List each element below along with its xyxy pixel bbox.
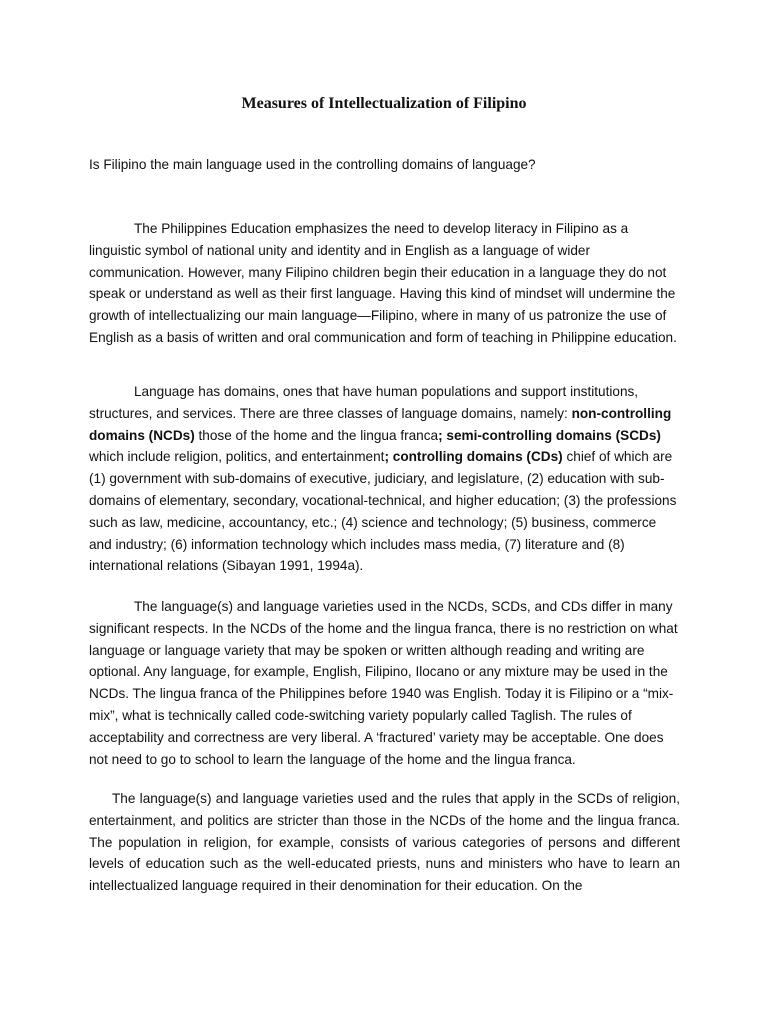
term-non-controlling-domains: non-controlling domains (NCDs): [89, 405, 672, 443]
term-controlling-domains: ; controlling domains (CDs): [384, 449, 563, 465]
paragraph-3: [89, 596, 680, 770]
document-title: Measures of Intellectualization of Filipino: [241, 95, 527, 112]
paragraph-2-text-2: those of the home and the lingua franca: [194, 427, 439, 443]
paragraph-2-text-3: which include religion, politics, and entertainment: [89, 449, 385, 465]
paragraph-1: [89, 218, 680, 349]
paragraph-3-text: The language(s) and language varieties used in the NCDs, SCDs, and CDs differ in many significant respects. In the NCDs of the home and the lingua franca, there is no restriction on what language or language variety that may be spoken or written although reading and writing are optional. Any language, for example, English, Filipino, Ilocano or any mixture may be used in the NCDs. The lingua franca of the Philippines before 1940 was English. Today it is Filipino or a “mix-mix”, what is technically called code-switching variety popularly called Taglish. The rules of acceptability and correctness are very liberal. A ‘fractured’ variety may be acceptable. One does not need to go to school to learn the language of the home and the lingua franca.: [89, 599, 678, 767]
paragraph-1-text: The Philippines Education emphasizes the need to develop literacy in Filipino as a linguistic symbol of national unity and identity and in English as a language of wider communication. However, many Filipino children begin their education in a language they do not speak or understand as well as their first language. Having this kind of mindset will undermine the growth of intellectualizing our main language—Filipino, where in many of us patronize the use of English as a basis of written and oral communication and form of teaching in Philippine education.: [89, 221, 677, 345]
paragraph-2-text-4: chief of which are (1) government with sub-domains of executive, judiciary, and legislature, (2) education with sub-domains of elementary, secondary, vocational-technical, and higher education; (3) the professions such as law, medicine, accountancy, etc.; (4) science and technology; (5) business, commerce and industry; (6) information technology which includes mass media, (7) literature and (8) international relations (Sibayan 1991, 1994a).: [89, 449, 677, 574]
paragraph-4-text: The language(s) and language varieties used and the rules that apply in the SCDs of religion, entertainment, and politics are stricter than those in the NCDs of the home and the lingua franca. The population in religion, for example, consists of various categories of persons and different levels of education such as the well-educated priests, nuns and ministers who have to learn an intellectualized language required in their denomination for their education. On the: [89, 791, 680, 894]
term-semi-controlling-domains: ; semi-controlling domains (SCDs): [438, 427, 661, 443]
paragraph-2: [89, 381, 680, 577]
paragraph-4: [89, 788, 680, 897]
paragraph-2-text-1: Language has domains, ones that have human populations and support institutions, structures, and services. There are three classes of language domains, namely:: [89, 384, 639, 421]
guiding-question: Is Filipino the main language used in the controlling domains of language?: [89, 157, 536, 172]
